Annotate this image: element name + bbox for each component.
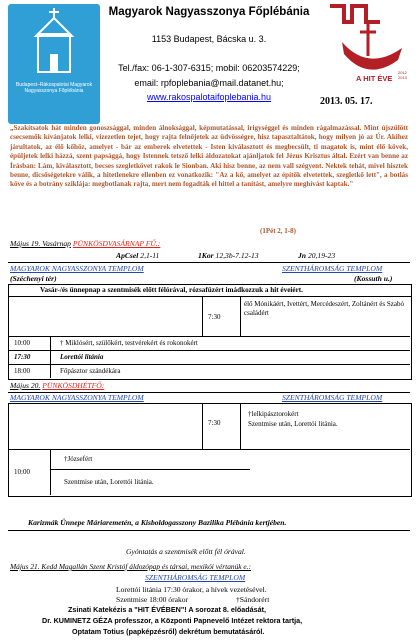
email: email: rpfoplebania@mail.datanet.hu; — [134, 78, 284, 88]
may20-right-time: 7:30 — [208, 419, 221, 427]
catechesis-line1: Zsinati Katekézis a "HIT ÉVÉBEN"! A sorozat 8. előadását, — [68, 605, 267, 614]
parish-logo — [8, 4, 100, 124]
logo-text: Budapest–Rákospalotai Magyarok Nagyasszonya Főplébánia — [15, 82, 93, 94]
parish-title: Magyarok Nagyasszonya Főplébánia — [108, 6, 310, 18]
charisma-note: Karizmák Ünnepe Máriaremetén, a Kisboldogasszony Bazilika Plébánia kertjében. — [28, 518, 287, 527]
church1-name: MAGYAROK NAGYASSZONYA TEMPLOM — [10, 264, 144, 273]
may21-intention: †Sándorért — [236, 595, 270, 604]
church2-name: SZENTHÁROMSÁG TEMPLOM — [282, 264, 383, 273]
may21-church: SZENTHÁROMSÁG TEMPLOM — [145, 573, 246, 582]
issue-date: 2013. 05. 17. — [320, 96, 373, 107]
phone: Tel./fax: 06-1-307-6315; mobil: 06203574229; — [118, 63, 300, 73]
may20-heading: Május 20. PÜNKÖSDHÉTFŐ: — [10, 381, 105, 390]
row2-time: 17:30 — [14, 353, 31, 361]
may20-left-intention: †Józsefért — [64, 455, 93, 463]
catechesis-line3: Optatam Totius (papképzésről) dekrétum bemutatásáról. — [72, 627, 265, 636]
year-of-faith-text: A HIT ÉVE — [356, 74, 393, 83]
may21-heading: Május 21. Kedd Magallán Szent Kristóf áldozópap és társai, mexikói vértanúk e.: — [10, 562, 251, 571]
row1-time: 10:00 — [14, 339, 30, 347]
church2-location: (Kossuth u.) — [354, 274, 393, 283]
row2-text: Lorettói litánia — [60, 353, 104, 361]
right-intention: élő Mónikáért, Ivettért, Mercédeszért, Zoltánért és Szabó családért — [244, 300, 404, 317]
may21-litany: Lorettói litánia 17:30 órakor, a hívek vezetésével. — [116, 585, 267, 594]
right-time: 7:30 — [208, 313, 221, 321]
catechesis-line2: Dr. KUMINETZ GÉZA professzor, a Központi Papnevelő Intézet rektora tartja, — [42, 616, 303, 625]
may20-church1: MAGYAROK NAGYASSZONYA TEMPLOM — [10, 393, 144, 402]
scripture-quote: „Szakítsatok hát minden gonoszsággal, minden álnoksággal, képmutatással, irigységgel és minden rágalmazással. Mint újszülött csecsemők kívánjatok lelki, vizezetlen tejet, hogy rajta felnőjetek az üdvösségre, hisz tapasztaltátok, hogy milyen jó az Úr. Akihez járultatok, az élő kőhöz, amelyet - bár az emberek elvetettek - Isten kiválasztott és megbecsült, ti magatok is, mint élő kövek, épüljetek lelki házzá, szent papsággá, hogy Istennek tetsző lelki áldozatokat ajánljatok fel Jézus Krisztus által. Ezért van benne az Írásban: Lám, kiválasztott, becses szegletkövet rakok le Sionban. Aki hisz benne, az nem vall szégyent. Nektek tehát, mivel hisztek benne, dicsőségetekre válik, a hitetlenekre ellenben ez vonatkozik: "Az a kő, amelyet az építők elvetettek, szegletkő lett", a botlás köve és a botrány sziklája: megbotlanak rajta, mert nem fogadták el hittel a tanítást, amelyre meghívást kaptak." — [10, 124, 408, 189]
confession-note: Gyóntatás a szentmisék előtt fél órával. — [126, 547, 246, 556]
may20-right-intention: †lelkipásztorokért — [248, 410, 299, 418]
year-of-faith-logo — [322, 2, 414, 90]
may20-left-time: 10:00 — [14, 468, 30, 476]
year-of-faith-years: 2012 2013 — [398, 70, 407, 80]
website-link[interactable]: www.rakospalotaifoplebania.hu — [146, 92, 272, 102]
address: 1153 Budapest, Bácska u. 3. — [151, 34, 267, 44]
row1-text: † Miklósért, szülőkért, testvérekért és rokonokért — [60, 339, 198, 347]
reading-1: ApCsel 2,1-11 — [116, 251, 160, 260]
may19-heading: Május 19. Vasárnap PÜNKÖSDVASÁRNAP FŰ.: — [10, 239, 161, 248]
may20-right-litany: Szentmise után, Lorettói litánia. — [248, 420, 338, 428]
church-icon — [8, 4, 100, 84]
reading-2: 1Kor 12,3b-7.12-13 — [198, 251, 259, 260]
may20-left-litany: Szentmise után, Lorettói litánia. — [64, 478, 154, 486]
row3-time: 18:00 — [14, 367, 30, 375]
may21-mass: Szentmise 18:00 órakor — [116, 595, 189, 604]
scripture-reference: (1Pét 2, 1-8) — [260, 227, 296, 235]
divider — [8, 262, 410, 263]
row3-text: Főpásztor szándékára — [60, 367, 121, 375]
rosary-note: Vasár-/és ünnepnap a szentmisék előtt félórával, rózsafüzért imádkozzuk a hit éveiért. — [40, 286, 303, 294]
reading-3: Jn 20,19-23 — [298, 251, 336, 260]
church1-location: (Széchenyi tér) — [10, 274, 57, 283]
may20-church2: SZENTHÁROMSÁG TEMPLOM — [282, 393, 383, 402]
